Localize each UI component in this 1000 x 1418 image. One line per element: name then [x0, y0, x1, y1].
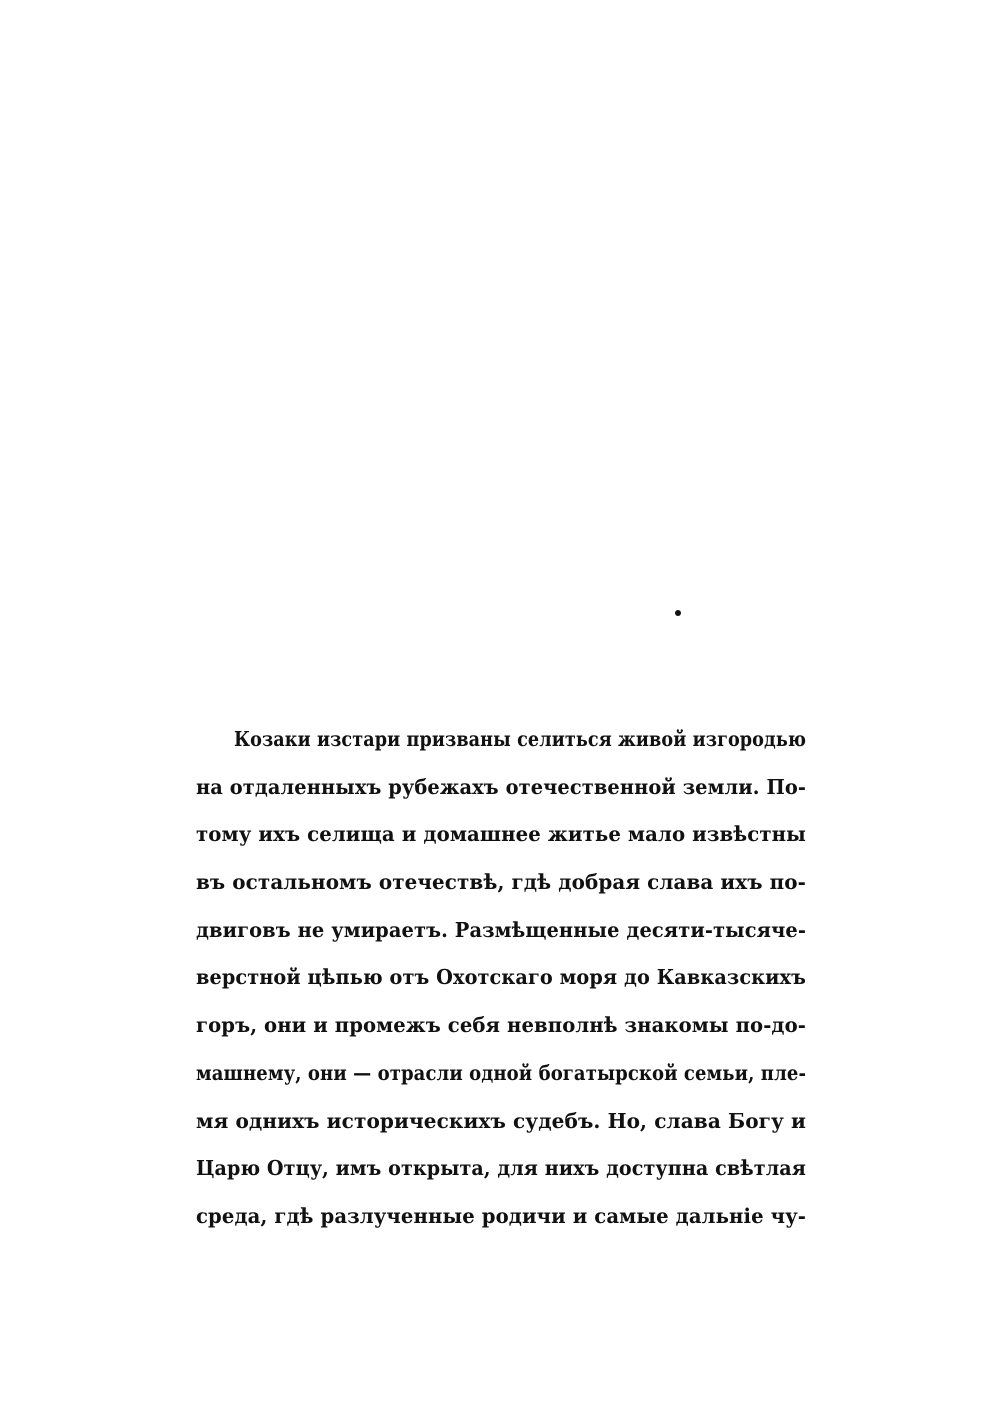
text-line-2: на отдаленныхъ рубежахъ отечественной земли. По-	[196, 774, 806, 799]
text-line-1: Козаки изстари призваны селиться живой изгородью	[234, 727, 807, 751]
text-line-7: горъ, они и промежъ себя невполнѣ знакомы по-до-	[196, 1013, 806, 1038]
text-line-6: верстной цѣпью отъ Охотскаго моря до Кавказскихъ	[196, 965, 806, 990]
text-line-10: Царю Отцу, имъ открыта, для нихъ доступна свѣтлая	[196, 1156, 806, 1181]
printer-mark-dot	[675, 610, 681, 616]
body-paragraph	[196, 716, 806, 1241]
text-line-5: двиговъ не умираетъ. Размѣщенные десяти-тысяче-	[196, 917, 806, 942]
text-line-4: въ остальномъ отечествѣ, гдѣ добрая слава ихъ по-	[196, 870, 807, 895]
text-line-3: тому ихъ селища и домашнее житье мало извѣстны	[196, 822, 807, 847]
text-line-8: машнему, они — отрасли одной богатырской семьи, пле-	[196, 1060, 807, 1085]
text-line-11: среда, гдѣ разлученные родичи и самые дальнiе чу-	[196, 1203, 806, 1228]
text-line-9: мя однихъ историческихъ судебъ. Но, слава Богу и	[196, 1108, 806, 1133]
